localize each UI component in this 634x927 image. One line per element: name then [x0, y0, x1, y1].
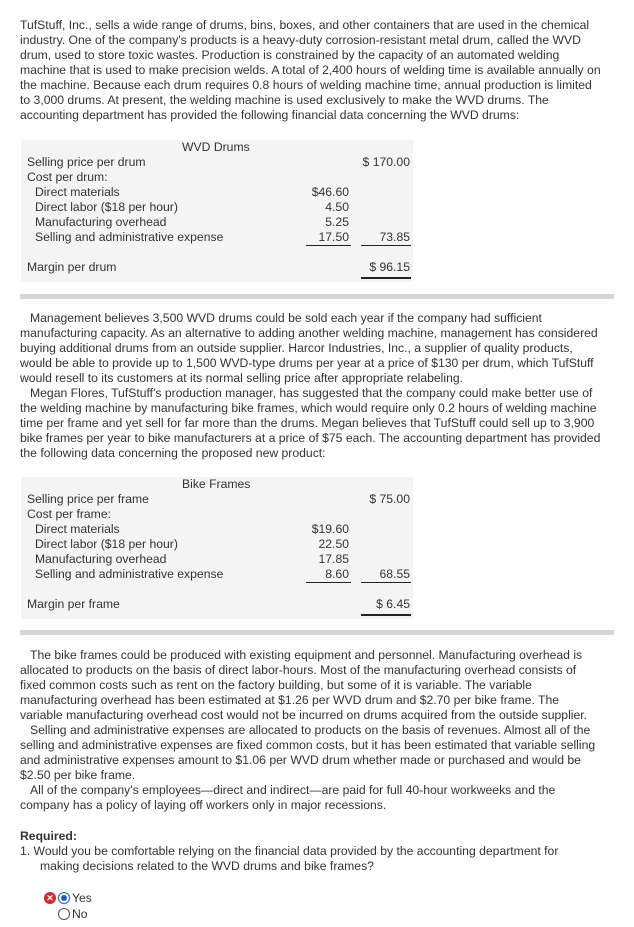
row-value: 22.50: [318, 537, 349, 551]
text-line: would be able to provide up to 1,500 WVD-type drums per year at a price of $130 per drum, which TufStuff: [20, 356, 594, 370]
table-row: [21, 537, 413, 552]
row-value: $46.60: [311, 185, 349, 199]
row-label: Selling and administrative expense: [35, 230, 224, 244]
row-label: Selling and administrative expense: [35, 567, 224, 581]
row-label: Cost per frame:: [27, 507, 111, 521]
row-value: $19.60: [311, 522, 349, 536]
section-divider: [20, 630, 614, 635]
table-row: [21, 552, 413, 567]
text-line: time per frame and yet sell for far more than the drums. Megan believes that TufStuff could sell up to 3,900: [20, 416, 595, 430]
subtotal-rule: [361, 245, 411, 246]
table-row: [21, 230, 413, 245]
text-line: $2.50 per bike frame.: [20, 768, 136, 782]
text-line: the following data concerning the proposed new product:: [20, 446, 326, 460]
text-line: industry. One of the company's products is a heavy-duty corrosion-resistant metal drum, called the WVD: [20, 33, 581, 47]
text-line: bike frames per year to bike manufacturers at a price of $75 each. The accounting department has provided: [20, 431, 601, 445]
table-row: [21, 155, 413, 170]
row-value: 5.25: [325, 215, 349, 229]
table-row: [21, 492, 413, 507]
option-label: No: [72, 907, 88, 921]
question-text: making decisions related to the WVD drums and bike frames?: [40, 859, 374, 873]
text-line: allocated to products on the basis of direct labor-hours. Most of the manufacturing overhead consists of: [20, 663, 577, 677]
text-line: manufacturing capacity. As an alternative to adding another welding machine, management has considered: [20, 326, 598, 340]
subtotal-rule: [361, 582, 411, 583]
text-line: company has a policy of laying off workers only in major recessions.: [20, 798, 387, 812]
text-line: Selling and administrative expenses are allocated to products on the basis of revenues. Almost all of the: [30, 723, 591, 737]
subtotal-rule: [306, 582, 351, 583]
text-line: fixed common costs such as rent on the factory building, but some of it is variable. The variable: [20, 678, 532, 692]
row-label: Selling price per frame: [27, 492, 149, 506]
text-line: to 3,000 drums. At present, the welding machine is used exclusively to make the WVD drums. The: [20, 93, 549, 107]
text-line: and administrative expenses amount to $1.06 per WVD drum whether made or purchased and would be: [20, 753, 581, 767]
subtotal-rule: [306, 245, 351, 246]
row-label: Direct labor ($18 per hour): [35, 537, 178, 551]
text-line: selling and administrative expenses are fixed common costs, but it has been estimated that variable selling: [20, 738, 596, 752]
table-row: [21, 260, 413, 275]
table-row: [21, 170, 413, 185]
row-label: Direct labor ($18 per hour): [35, 200, 178, 214]
row-value: $ 170.00: [362, 155, 410, 169]
text-line: buying additional drums from an outside supplier. Harcor Industries, Inc., a supplier of quality products,: [20, 341, 573, 355]
total-rule: [361, 277, 411, 279]
row-label: Direct materials: [35, 522, 120, 536]
total-rule: [361, 614, 411, 616]
section-divider: [20, 294, 614, 299]
text-line: accounting department has provided the following financial data concerning the WVD drums:: [20, 108, 520, 122]
row-value: $ 96.15: [369, 260, 410, 274]
row-label: Direct materials: [35, 185, 120, 199]
text-line: Megan Flores, TufStuff's production manager, has suggested that the company could make better use of: [30, 386, 593, 400]
text-line: TufStuff, Inc., sells a wide range of drums, bins, boxes, and other containers that are used in the chemical: [20, 18, 590, 32]
table-row: [21, 597, 413, 612]
table-row: [21, 522, 413, 537]
row-label: Cost per drum:: [27, 170, 108, 184]
table-row: [21, 185, 413, 200]
incorrect-icon: ✕: [44, 892, 56, 904]
table-row: [21, 200, 413, 215]
radio-button-no[interactable]: [58, 908, 70, 920]
text-line: the machine. Because each drum requires 0.8 hours of welding machine time, annual production is limited: [20, 78, 592, 92]
row-value: 4.50: [325, 200, 349, 214]
question-text: 1. Would you be comfortable relying on the financial data provided by the accounting department for: [20, 844, 559, 858]
row-label: Margin per frame: [27, 597, 120, 611]
row-label: Selling price per drum: [27, 155, 146, 169]
row-value: $ 75.00: [369, 492, 410, 506]
row-value: 17.50: [318, 230, 349, 244]
text-line: manufacturing overhead has been estimated at $1.26 per WVD drum and $2.70 per bike frame. The: [20, 693, 560, 707]
text-line: machine that is used to make precision welds. A total of 2,400 hours of welding time is available annually on: [20, 63, 601, 77]
text-line: drum, used to store toxic wastes. Production is constrained by the capacity of an automated welding: [20, 48, 560, 62]
table-caption: WVD Drums: [182, 140, 250, 154]
row-value: 17.85: [318, 552, 349, 566]
cost-behavior-paragraph: [20, 648, 634, 813]
required-heading: Required:: [20, 829, 77, 843]
row-value: $ 6.45: [376, 597, 410, 611]
intro-paragraph: [20, 18, 634, 123]
text-line: Management believes 3,500 WVD drums could be sold each year if the company had sufficient: [30, 311, 542, 325]
table-row: [21, 215, 413, 230]
row-value: 8.60: [325, 567, 349, 581]
row-label: Manufacturing overhead: [35, 552, 167, 566]
table-row: [21, 567, 413, 582]
text-line: the welding machine by manufacturing bike frames, which would require only 0.2 hours of welding machine: [20, 401, 597, 415]
text-line: The bike frames could be produced with existing equipment and personnel. Manufacturing overhead is: [30, 648, 583, 662]
row-label: Manufacturing overhead: [35, 215, 167, 229]
wvd-drums-table: [21, 140, 413, 282]
text-line: variable manufacturing overhead cost would not be incurred on drums acquired from the outside supplier.: [20, 708, 588, 722]
bike-frames-table: [21, 477, 413, 619]
text-line: All of the company's employees—direct and indirect—are paid for full 40-hour workweeks and the: [30, 783, 556, 797]
table-caption: Bike Frames: [182, 477, 251, 491]
option-label: Yes: [72, 891, 92, 905]
radio-button-yes[interactable]: [58, 892, 70, 904]
text-line: would resell to its customers at its normal selling price after appropriate relabeling.: [20, 371, 464, 385]
row-label: Margin per drum: [27, 260, 117, 274]
row-value: 73.85: [379, 230, 410, 244]
alternatives-paragraph: [20, 311, 634, 461]
table-row: [21, 507, 413, 522]
row-value: 68.55: [379, 567, 410, 581]
